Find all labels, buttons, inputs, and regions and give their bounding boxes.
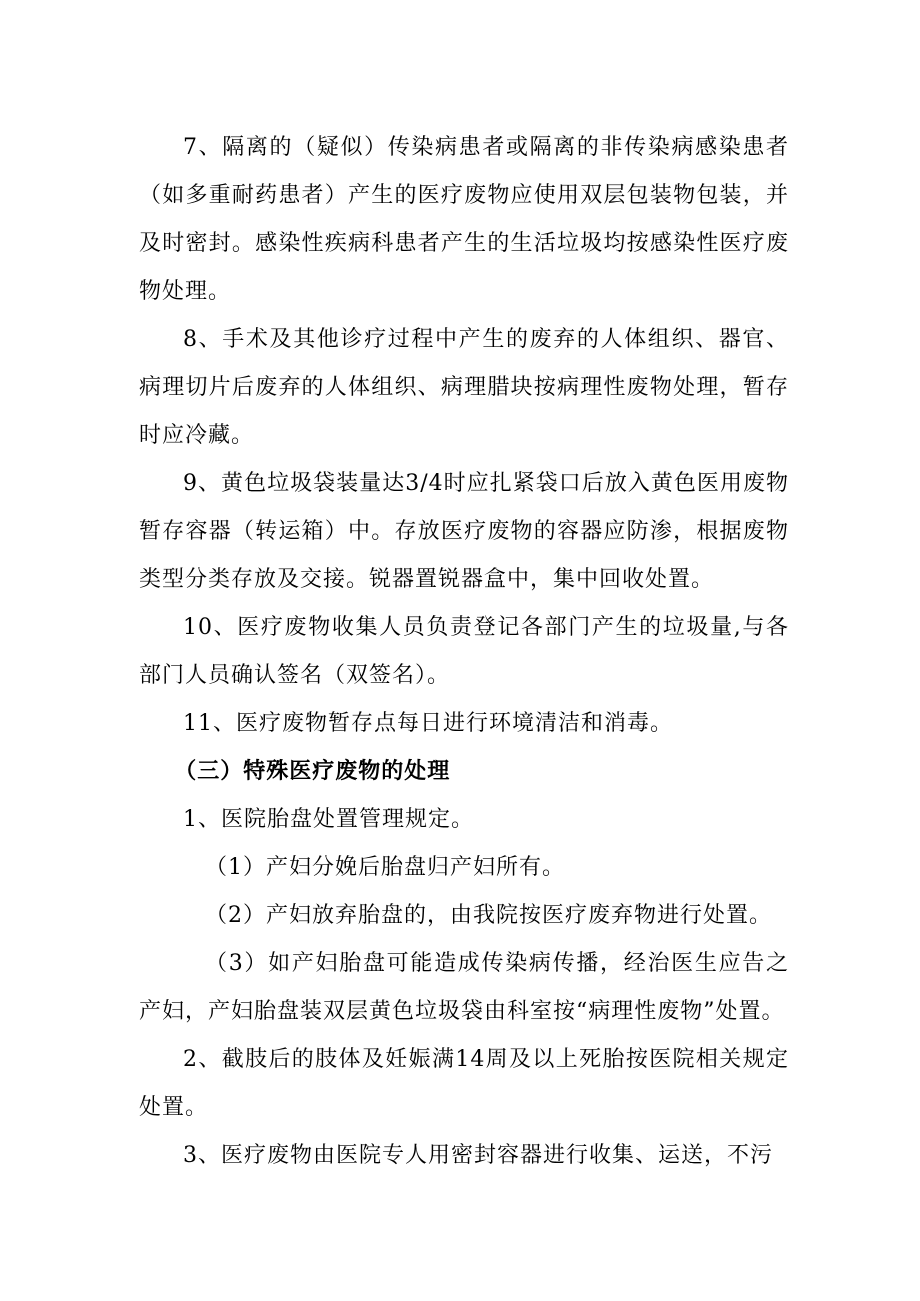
section-item-1: 1、医院胎盘处置管理规定。 — [183, 807, 474, 832]
paragraph-item-7: 7、隔离的（疑似）传染病患者或隔离的非传染病感染患者（如多重耐药患者）产生的医疗废物应使用双层包装物包装，并及时密封。感染性疾病科患者产生的生活垃圾均按感染性医疗废物处理。 — [139, 135, 789, 304]
sub-item-2: （2）产妇放弃胎盘的，由我院按医疗废弃物进行处置。 — [205, 903, 772, 928]
section-item-3: 3、医疗废物由医院专人用密封容器进行收集、运送，不污 — [183, 1143, 773, 1168]
sub-item-3: （3）如产妇胎盘可能造成传染病传播，经治医生应告之产妇，产妇胎盘装双层黄色垃圾袋由科室按“病理性废物”处置。 — [139, 951, 789, 1024]
paragraph-item-10: 10、医疗废物收集人员负责登记各部门产生的垃圾量,与各部门人员确认签名（双签名）。 — [139, 615, 789, 688]
paragraph-item-8: 8、手术及其他诊疗过程中产生的废弃的人体组织、器官、病理切片后废弃的人体组织、病理腊块按病理性废物处理，暂存时应冷藏。 — [139, 327, 789, 448]
section-heading: （三）特殊医疗废物的处理 — [174, 759, 451, 784]
sub-item-1: （1）产妇分娩后胎盘归产妇所有。 — [205, 855, 565, 880]
paragraph-item-11: 11、医疗废物暂存点每日进行环境清洁和消毒。 — [183, 711, 673, 736]
paragraph-item-9: 9、黄色垃圾袋装量达3/4时应扎紧袋口后放入黄色医用废物暂存容器（转运箱）中。存放医疗废物的容器应防渗，根据废物类型分类存放及交接。锐器置锐器盒中，集中回收处置。 — [139, 471, 789, 592]
section-item-2: 2、截肢后的肢体及妊娠满14周及以上死胎按医院相关规定处置。 — [139, 1047, 789, 1120]
document-body — [139, 124, 789, 1180]
